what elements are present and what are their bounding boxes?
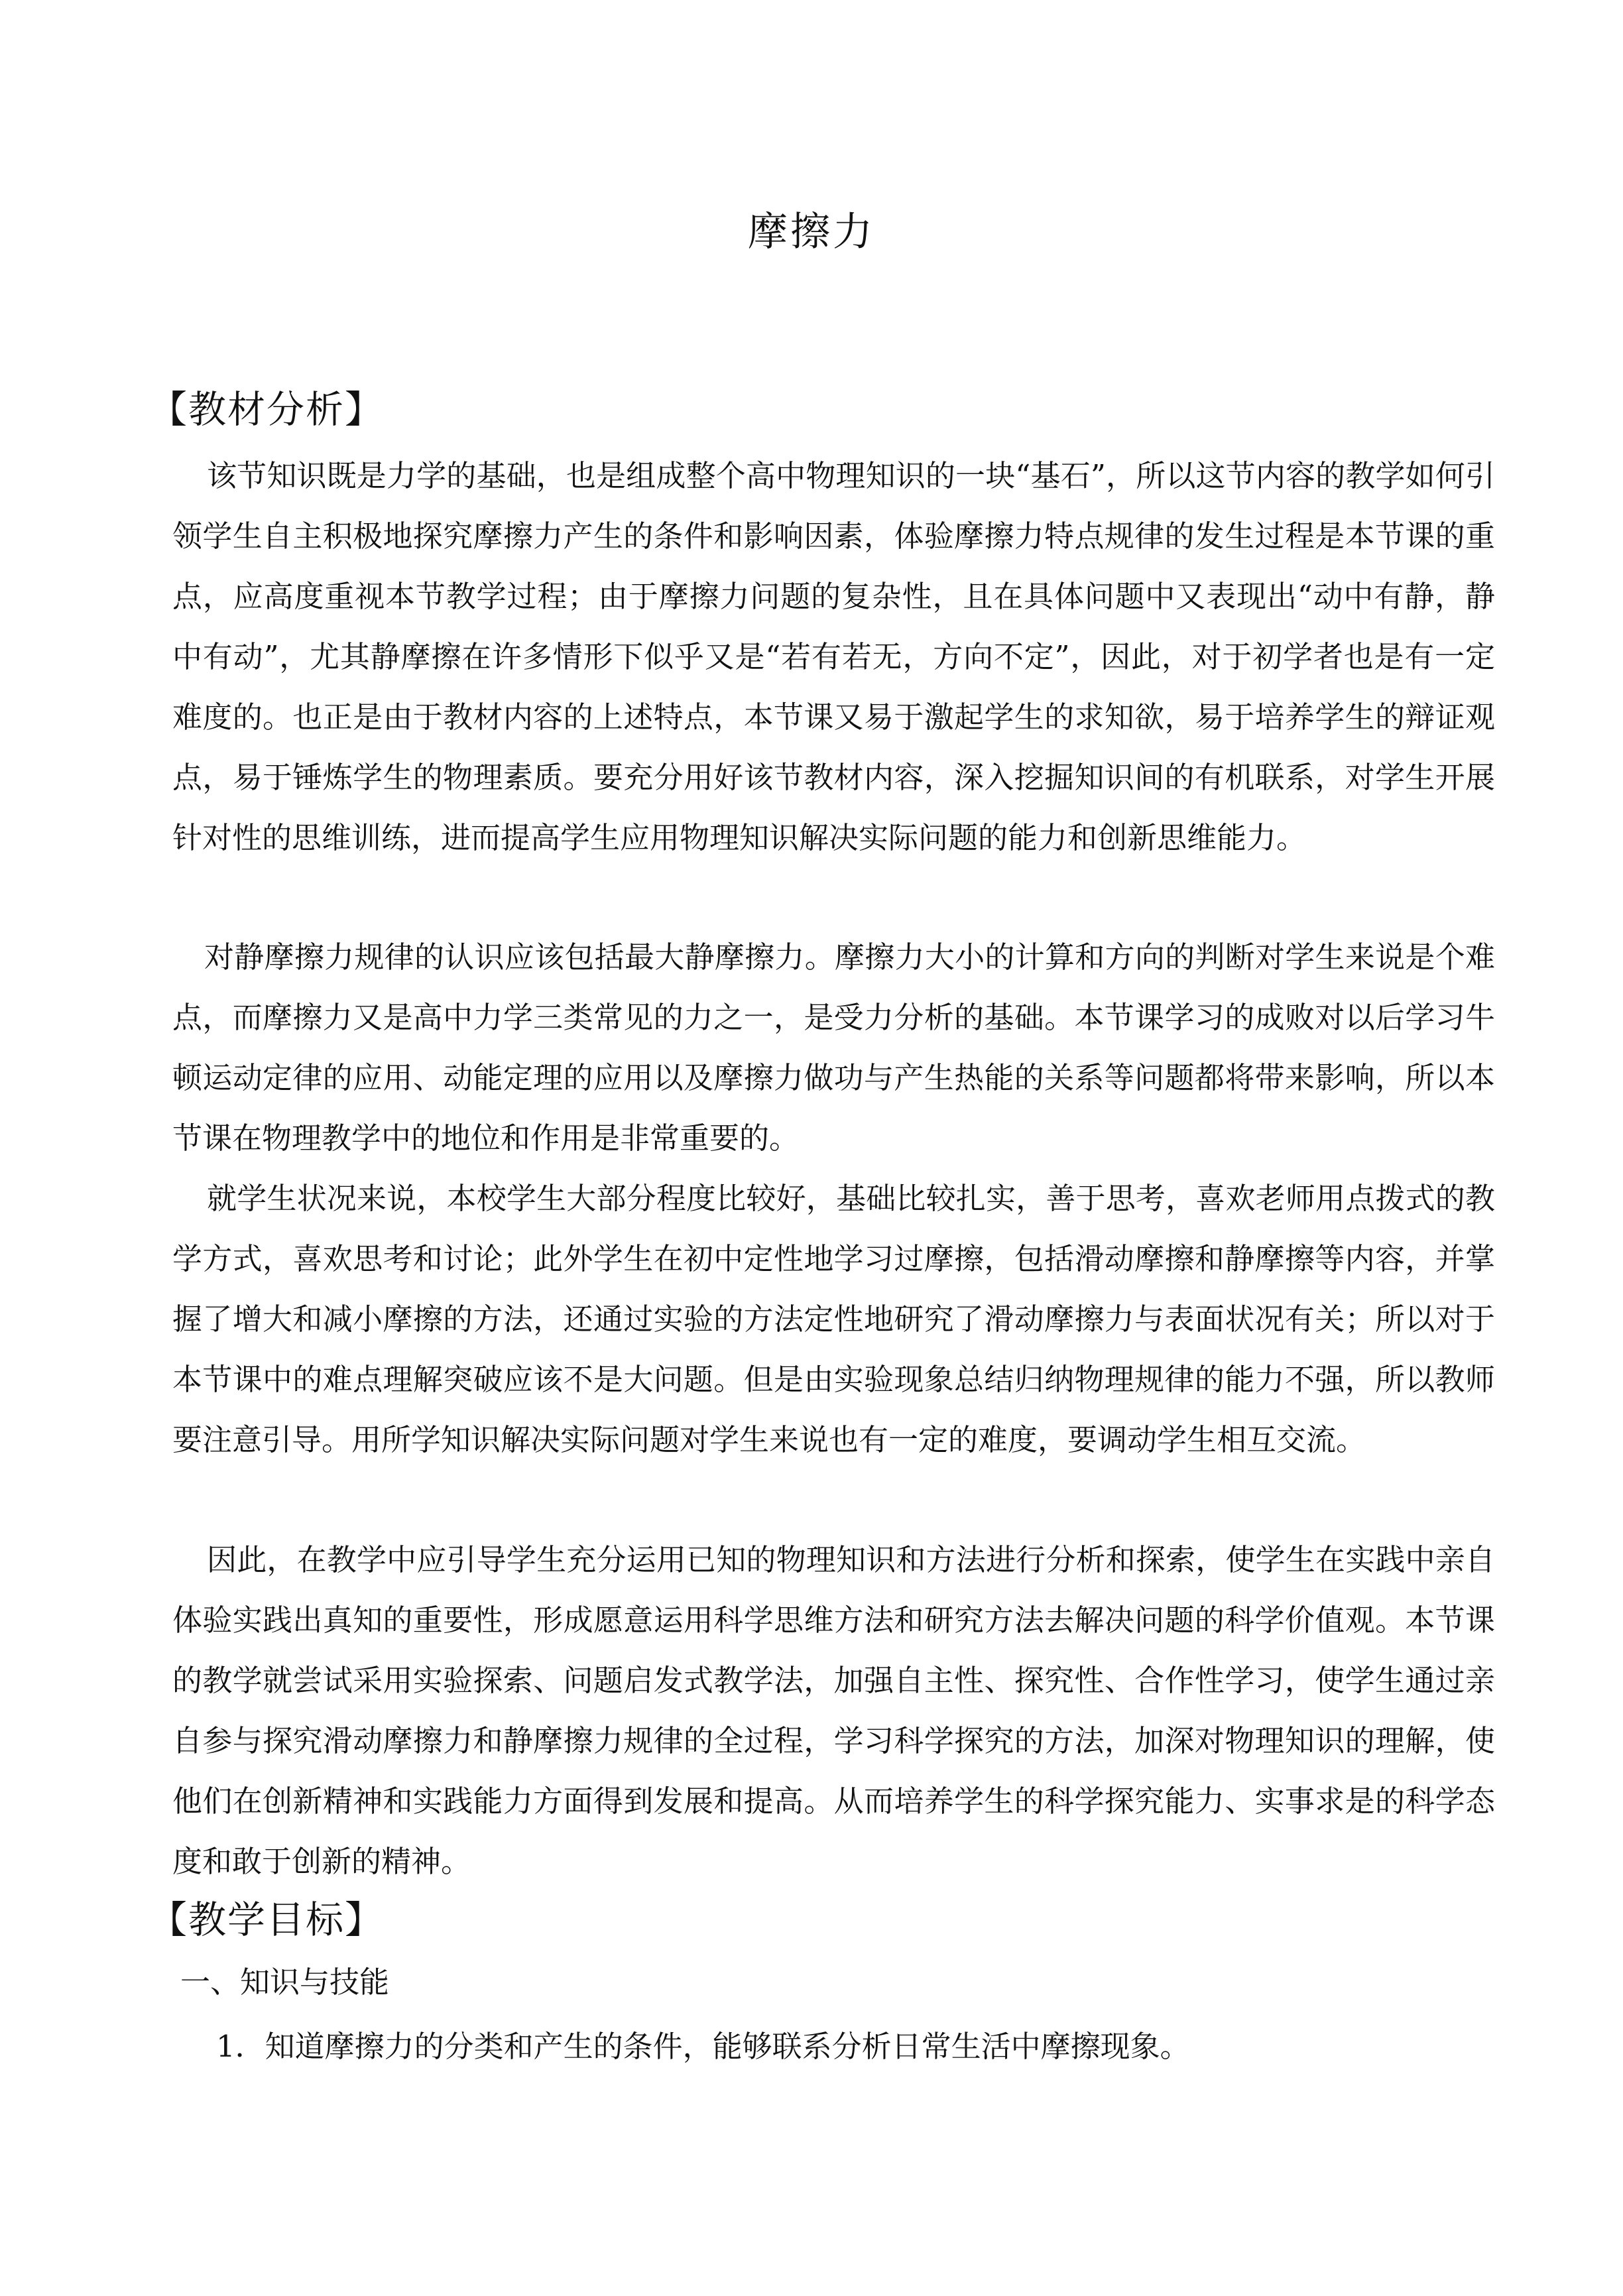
analysis-paragraph: 对静摩擦力规律的认识应该包括最大静摩擦力。摩擦力大小的计算和方向的判断对学生来说是个难点，而摩擦力又是高中力学三类常见的力之一，是受力分析的基础。本节课学习的成败对以后学习牛顿运动定律的应用、动能定理的应用以及摩擦力做功与产生热能的关系等问题都将带来影响，所以本节课在物理教学中的地位和作用是非常重要的。 — [172, 939, 1495, 1156]
goal-list-item: 1．知道摩擦力的分类和产生的条件，能够联系分析日常生活中摩擦现象。 — [216, 2029, 1190, 2064]
analysis-paragraph: 该节知识既是力学的基础，也是组成整个高中物理知识的一块“基石”，所以这节内容的教学如何引领学生自主积极地探究摩擦力产生的条件和影响因素，体验摩擦力特点规律的发生过程是本节课的重点，应高度重视本节教学过程；由于摩擦力问题的复杂性，且在具体问题中又表现出“动中有静，静中有动”，尤其静摩擦在许多情形下似乎又是“若有若无，方向不定”，因此，对于初学者也是有一定难度的。也正是由于教材内容的上述特点，本节课又易于激起学生的求知欲，易于培养学生的辩证观点，易于锤炼学生的物理素质。要充分用好该节教材内容，深入挖掘知识间的有机联系，对学生开展针对性的思维训练，进而提高学生应用物理知识解决实际问题的能力和创新思维能力。 — [172, 458, 1495, 855]
analysis-paragraph: 因此，在教学中应引导学生充分运用已知的物理知识和方法进行分析和探索，使学生在实践中亲自体验实践出真知的重要性，形成愿意运用科学思维方法和研究方法去解决问题的科学价值观。本节课的教学就尝试采用实验探索、问题启发式教学法，加强自主性、探究性、合作性学习，使学生通过亲自参与探究滑动摩擦力和静摩擦力规律的全过程，学习科学探究的方法，加深对物理知识的理解，使他们在创新精神和实践能力方面得到发展和提高。从而培养学生的科学探究能力、实事求是的科学态度和敢于创新的精神。 — [172, 1542, 1495, 1879]
subheading-knowledge-skills: 一、知识与技能 — [180, 1964, 390, 2000]
page-title: 摩擦力 — [748, 209, 875, 255]
analysis-paragraph: 就学生状况来说，本校学生大部分程度比较好，基础比较扎实，善于思考，喜欢老师用点拨式的教学方式，喜欢思考和讨论；此外学生在初中定性地学习过摩擦，包括滑动摩擦和静摩擦等内容，并掌握了增大和减小摩擦的方法，还通过实验的方法定性地研究了滑动摩擦力与表面状况有关；所以对于本节课中的难点理解突破应该不是大问题。但是由实验现象总结归纳物理规律的能力不强，所以教师要注意引导。用所学知识解决实际问题对学生来说也有一定的难度，要调动学生相互交流。 — [172, 1181, 1495, 1457]
section-heading-teaching-goals: 【教学目标】 — [149, 1898, 384, 1942]
section-heading-textbook-analysis: 【教材分析】 — [149, 388, 384, 432]
